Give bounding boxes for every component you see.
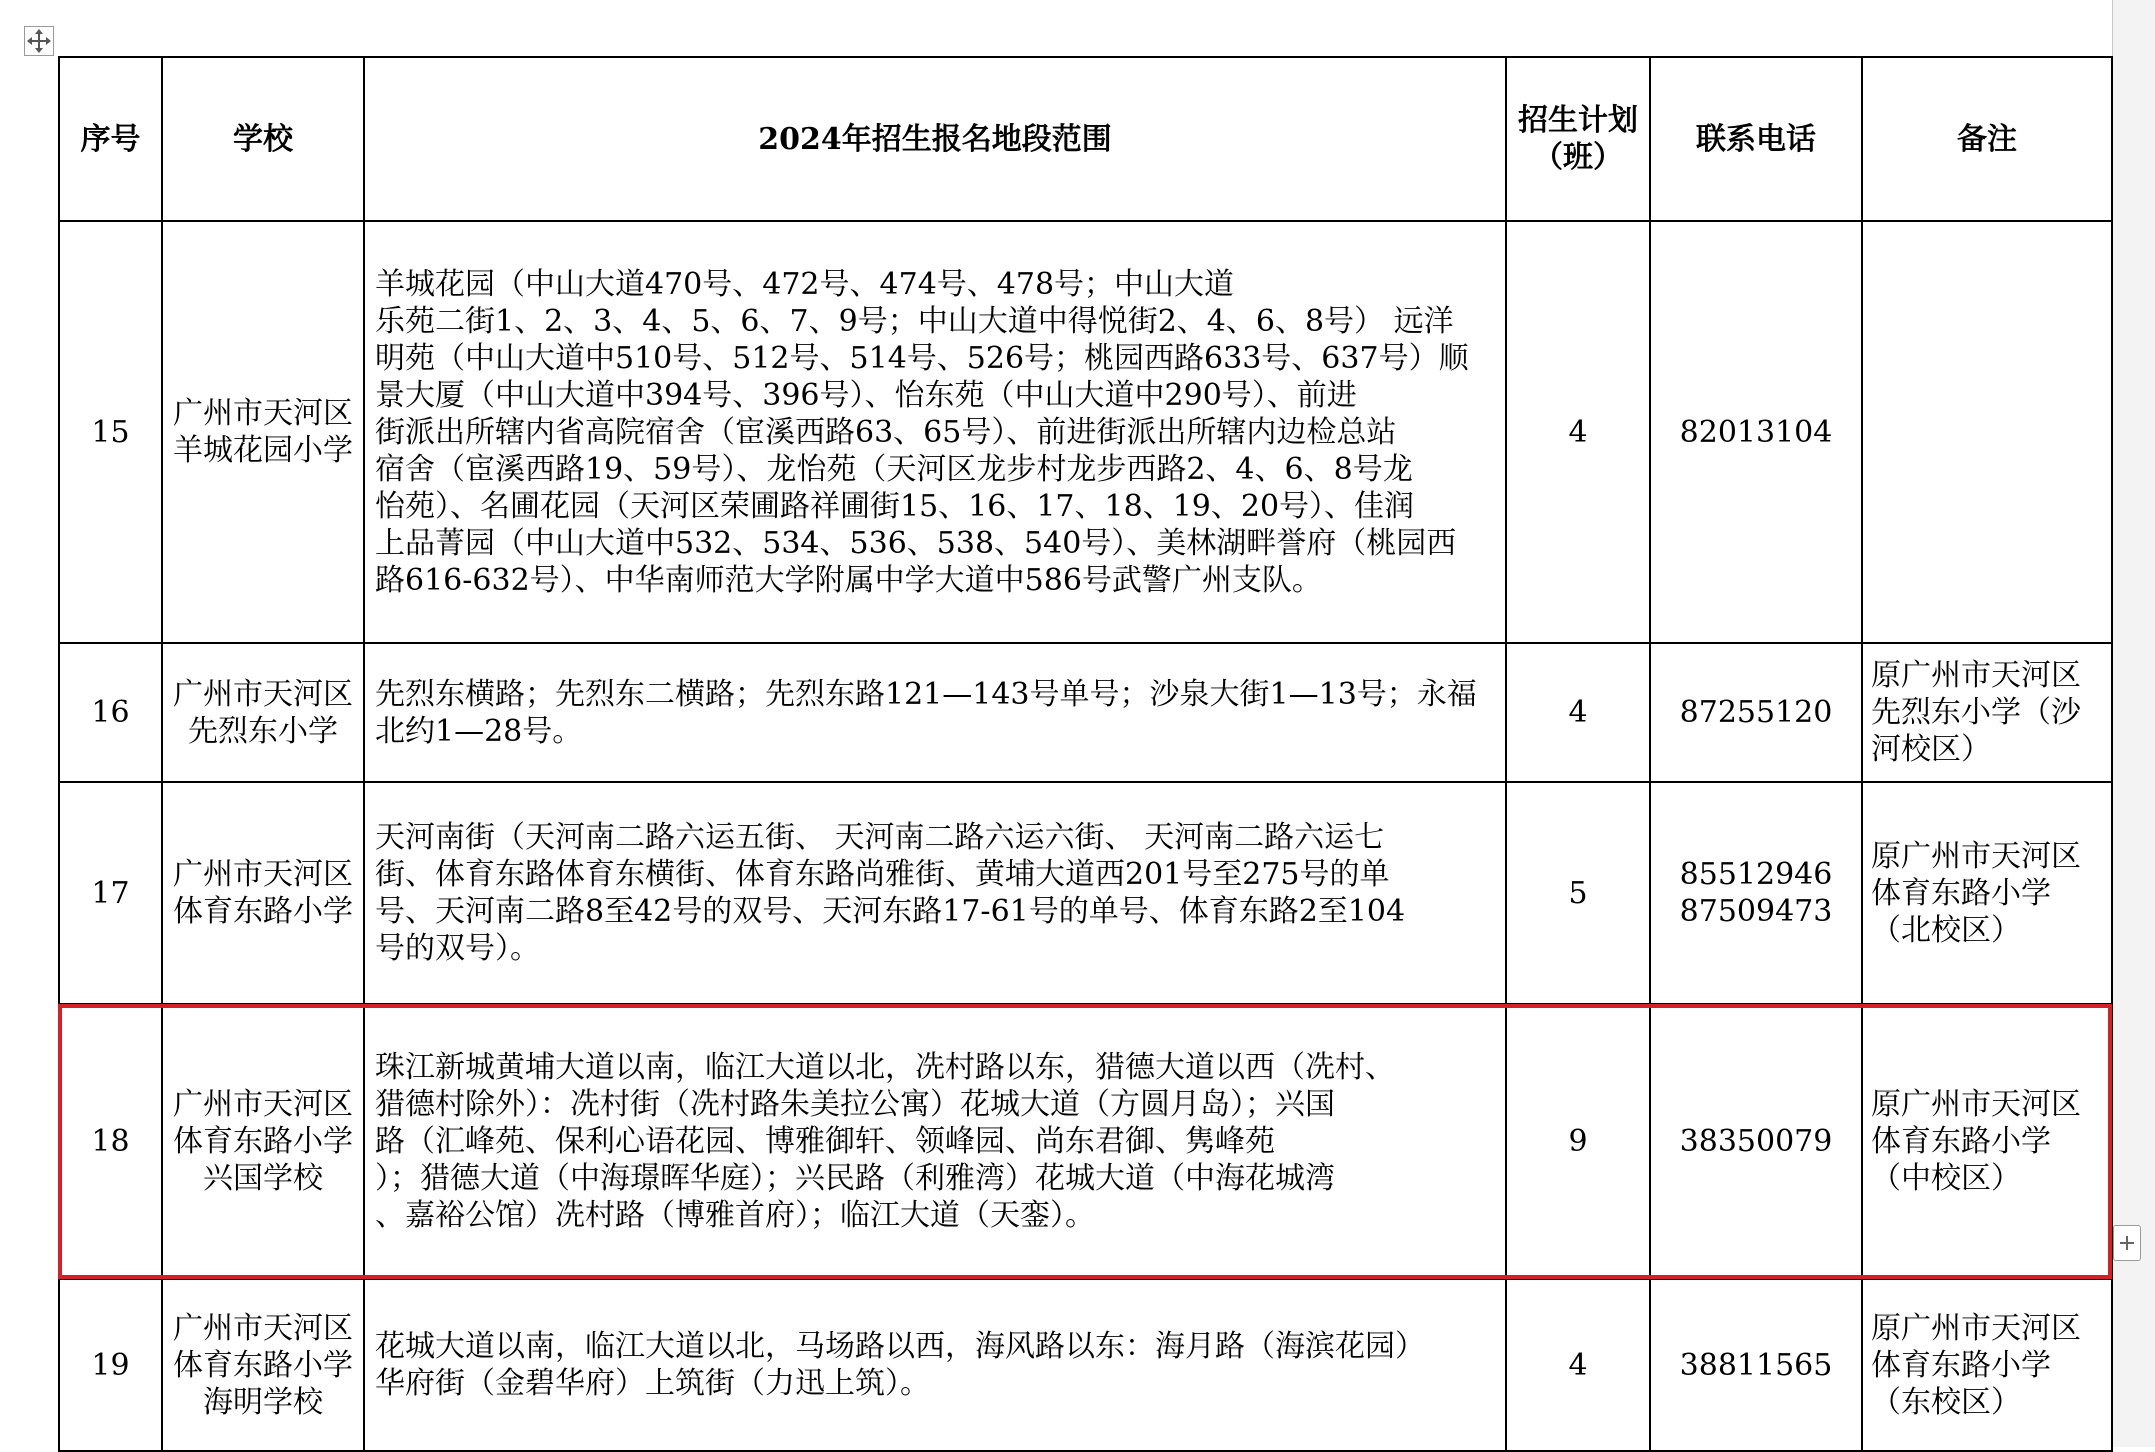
add-row-button[interactable] (2113, 1225, 2141, 1261)
row-phone (1650, 1004, 1862, 1279)
row-phone (1650, 782, 1862, 1004)
header-index: 序号 (59, 57, 162, 221)
row-school: 广州市天河区 体育东路小学 (162, 782, 364, 1004)
row-phone (1650, 643, 1862, 782)
row-plan: 4 (1506, 1279, 1650, 1451)
row-phone (1650, 1279, 1862, 1451)
row-index: 19 (59, 1279, 162, 1451)
table-row (59, 1279, 2112, 1451)
table-row (59, 643, 2112, 782)
phone-number: 38350079 (1679, 1124, 1833, 1159)
row-school: 广州市天河区 体育东路小学 兴国学校 (162, 1004, 364, 1279)
plus-icon (2114, 1226, 2140, 1260)
header-plan: 招生计划 （班） (1506, 57, 1650, 221)
row-index: 17 (59, 782, 162, 1004)
row-school: 广州市天河区 体育东路小学 海明学校 (162, 1279, 364, 1451)
row-note: 原广州市天河区 先烈东小学（沙 河校区） (1862, 643, 2112, 782)
phone-number: 38811565 (1679, 1347, 1833, 1383)
header-phone: 联系电话 (1650, 57, 1862, 221)
row-scope: 天河南街（天河南二路六运五街、 天河南二路六运六街、 天河南二路六运七 街、体育东路体育东横街、体育东路尚雅街、黄埔大道西201号至275号的单 号、天河南二路8至42号的双号、天河东路17-61号的单号、体育东路2至104 号的双号）。 (364, 782, 1506, 1004)
row-note: 原广州市天河区 体育东路小学 （东校区） (1862, 1279, 2112, 1451)
four-way-arrow-icon (25, 27, 53, 55)
admissions-table (58, 56, 2113, 1452)
table-move-handle[interactable] (24, 26, 54, 56)
row-note: 原广州市天河区 体育东路小学 （北校区） (1862, 782, 2112, 1004)
phone-number: 87255120 (1679, 695, 1833, 730)
row-scope: 花城大道以南，临江大道以北，马场路以西，海风路以东：海月路（海滨花园） 华府街（金碧华府）上筑街（力迅上筑）。 (364, 1279, 1506, 1451)
table-row (59, 782, 2112, 1004)
row-index: 15 (59, 221, 162, 643)
row-plan: 5 (1506, 782, 1650, 1004)
phone-number: 87509473 (1679, 894, 1833, 929)
row-scope: 羊城花园（中山大道470号、472号、474号、478号；中山大道 乐苑二街1、2、3、4、5、6、7、9号；中山大道中得悦街2、4、6、8号） 远洋 明苑（中山大道中510号、512号、514号、526号；桃园西路633号、637号）顺 景大厦（中山大道中394号、396号）、怡东苑（中山大道中290号）、前进 街派出所辖内省高院宿舍（宦溪西路63、65号）、前进街派出所辖内边检总站 宿舍（宦溪西路19、59号）、龙怡苑（天河区龙步村龙步西路2、4、6、8号龙 怡苑）、名圃花园（天河区荣圃路祥圃街15、16、17、18、19、20号）、佳润 上品菁园（中山大道中532、534、536、538、540号）、美林湖畔誉府（桃园西 路616-632号）、中华南师范大学附属中学大道中586号武警广州支队。 (364, 221, 1506, 643)
row-plan: 9 (1506, 1004, 1650, 1279)
row-plan: 4 (1506, 221, 1650, 643)
table-row (59, 1004, 2112, 1279)
row-plan: 4 (1506, 643, 1650, 782)
phone-number: 85512946 (1679, 857, 1833, 892)
row-scope: 珠江新城黄埔大道以南，临江大道以北，冼村路以东，猎德大道以西（冼村、 猎德村除外）：冼村街（冼村路朱美拉公寓）花城大道（方圆月岛）；兴国 路（汇峰苑、保利心语花园、博雅御轩、领峰园、尚东君御、隽峰苑 ）；猎德大道（中海璟晖华庭）；兴民路（利雅湾）花城大道（中海花城湾 、嘉裕公馆）冼村路（博雅首府）；临江大道（天銮）。 (364, 1004, 1506, 1279)
row-school: 广州市天河区 先烈东小学 (162, 643, 364, 782)
table-row (59, 221, 2112, 643)
phone-number: 82013104 (1679, 414, 1833, 450)
header-row (59, 57, 2112, 221)
row-scope: 先烈东横路；先烈东二横路；先烈东路121—143号单号；沙泉大街1—13号；永福 北约1—28号。 (364, 643, 1506, 782)
row-note (1862, 221, 2112, 643)
row-index: 16 (59, 643, 162, 782)
row-phone (1650, 221, 1862, 643)
row-school: 广州市天河区 羊城花园小学 (162, 221, 364, 643)
header-school: 学校 (162, 57, 364, 221)
row-note: 原广州市天河区 体育东路小学 （中校区） (1862, 1004, 2112, 1279)
header-scope: 2024年招生报名地段范围 (364, 57, 1506, 221)
row-index: 18 (59, 1004, 162, 1279)
header-note: 备注 (1862, 57, 2112, 221)
